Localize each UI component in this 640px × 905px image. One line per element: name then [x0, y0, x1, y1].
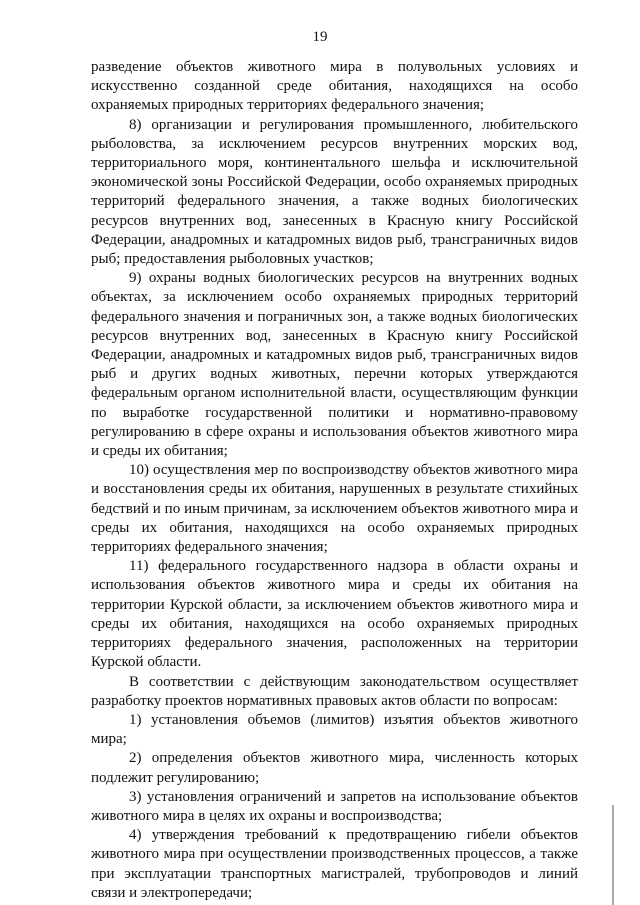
paragraph-drafting-item-2: 2) определения объектов животного мира, численность которых подлежит регулированию;: [91, 750, 578, 786]
paragraph-item-8: 8) организации и регулирования промышленного, любительского рыболовства, за исключением ресурсов внутренних морских вод, территориального моря, континентального шельфа и исключительной экономической зоны Российской Федерации, особо охраняемых природных территорий федерального значения, а также водных биологических ресурсов внутренних вод, занесенных в Красную книгу Российской Федерации, анадромных и катадромных видов рыб, трансграничных видов рыб; предоставления рыболовных участков;: [91, 116, 578, 268]
paragraph-item-10: 10) осуществления мер по воспроизводству объектов животного мира и восстановления среды их обитания, нарушенных в результате стихийных бедствий и по иным причинам, за исключением объектов животного мира и среды их обитания, находящихся на особо охраняемых природных территориях федерального значения;: [91, 462, 578, 556]
paragraph-item-9: 9) охраны водных биологических ресурсов на внутренних водных объектах, за исключением особо охраняемых природных территорий федерального значения и пограничных зон, а также водных биологических ресурсов внутренних вод, занесенных в Красную книгу Российской Федерации, анадромных и катадромных видов рыб, трансграничных видов рыб и других водных животных, перечни которых утверждаются федеральным органом исполнительной власти, осуществляющим функции по выработке государственной политики и нормативно-правовому регулированию в сфере охраны и использования объектов животного мира и среды их обитания;: [91, 270, 578, 460]
paragraph-continuation: разведение объектов животного мира в полувольных условиях и искусственно созданной среде обитания, находящихся на особо охраняемых природных территориях федерального значения;: [91, 59, 578, 114]
page-number: 19: [312, 29, 328, 45]
paragraph-drafting-item-1: 1) установления объемов (лимитов) изъятия объектов животного мира;: [91, 711, 578, 748]
document-body: [91, 58, 578, 903]
paragraph-drafting-item-3: 3) установления ограничений и запретов на использование объектов животного мира в целях их охраны и воспроизводства;: [91, 788, 578, 824]
paragraph-drafting-intro: В соответствии с действующим законодательством осуществляет разработку проектов нормативных правовых актов области по вопросам:: [91, 673, 578, 709]
scan-edge-mark: [612, 805, 614, 905]
paragraph-item-11: 11) федерального государственного надзора в области охраны и использования объектов животного мира и среды их обитания на территории Курской области, за исключением объектов животного мира и среды их обитания, находящихся на особо охраняемых природных территориях федерального значения, расположенных на территории Курской области.: [91, 558, 578, 671]
paragraph-drafting-item-4: 4) утверждения требований к предотвращению гибели объектов животного мира при осуществлении производственных процессов, а также при эксплуатации транспортных магистралей, трубопроводов и линий связи и электропередачи;: [91, 827, 578, 901]
